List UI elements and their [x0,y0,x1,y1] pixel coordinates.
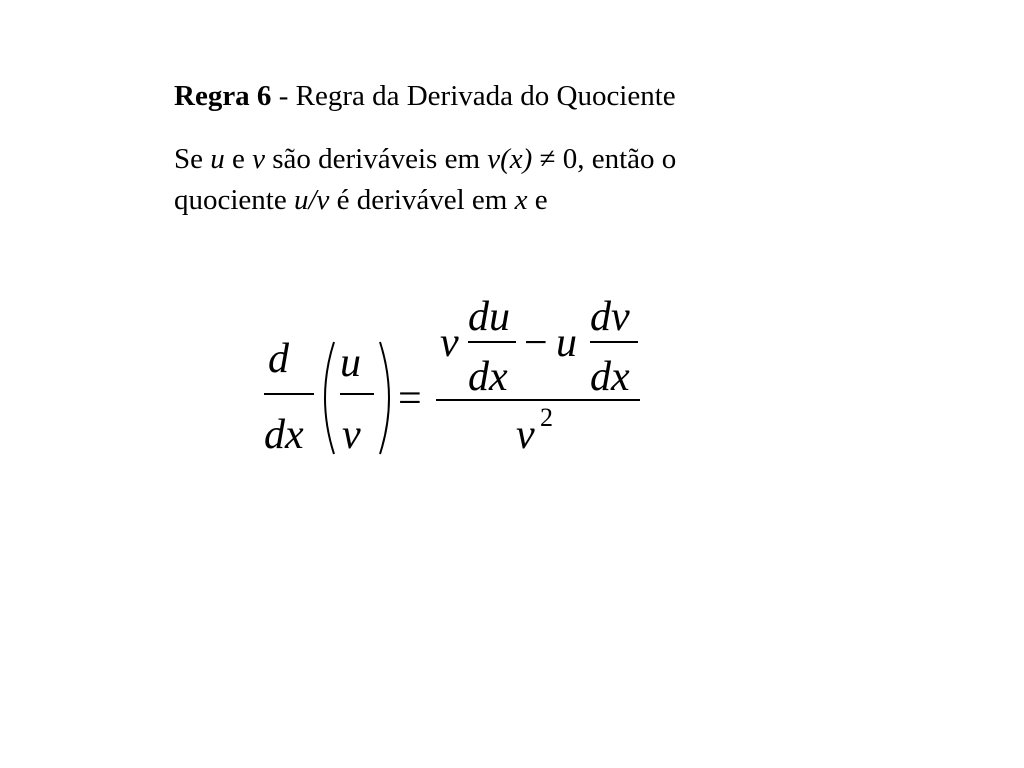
quotient-rule-formula [250,290,670,470]
phrase-derivavel-em: é derivável em [336,184,508,216]
rule-statement [174,139,794,221]
num-v: v [440,320,459,366]
var-x: x [514,184,528,216]
num-u: u [556,320,577,366]
equals-sign: = [398,376,422,422]
num-du: du [468,294,510,340]
minus-sign: − [524,320,548,366]
num-dx-1: dx [468,354,508,400]
word-e-2: e [534,184,548,216]
rule-separator: - [271,80,296,112]
right-paren [380,342,389,454]
word-e: e [232,143,245,175]
statement-line-1 [174,139,794,180]
rule-title: Regra da Derivada do Quociente [295,80,676,112]
den-v: v [516,412,535,458]
paren-denominator: v [342,412,361,458]
paren-numerator: u [340,340,361,386]
left-paren [325,342,334,454]
lhs-denominator: dx [264,412,304,458]
den-exponent: 2 [540,403,553,432]
statement-line-2 [174,180,794,221]
formula-svg [250,290,670,470]
lhs-numerator: d [268,336,289,382]
var-v: v [252,143,265,175]
var-u: u [210,143,225,175]
phrase-sao-derivaveis: são deriváveis em [272,143,481,175]
condition-function: v(x) [487,143,533,175]
word-se: Se [174,143,203,175]
rule-label: Regra 6 [174,80,272,112]
condition-rest: 0, então o [562,143,677,175]
ratio-u-v: u/v [293,184,330,216]
word-quociente: quociente [174,184,287,216]
num-dv: dv [590,294,630,340]
num-dx-2: dx [590,354,630,400]
not-equal-symbol: ≠ [539,143,556,175]
rule-heading [174,78,676,114]
